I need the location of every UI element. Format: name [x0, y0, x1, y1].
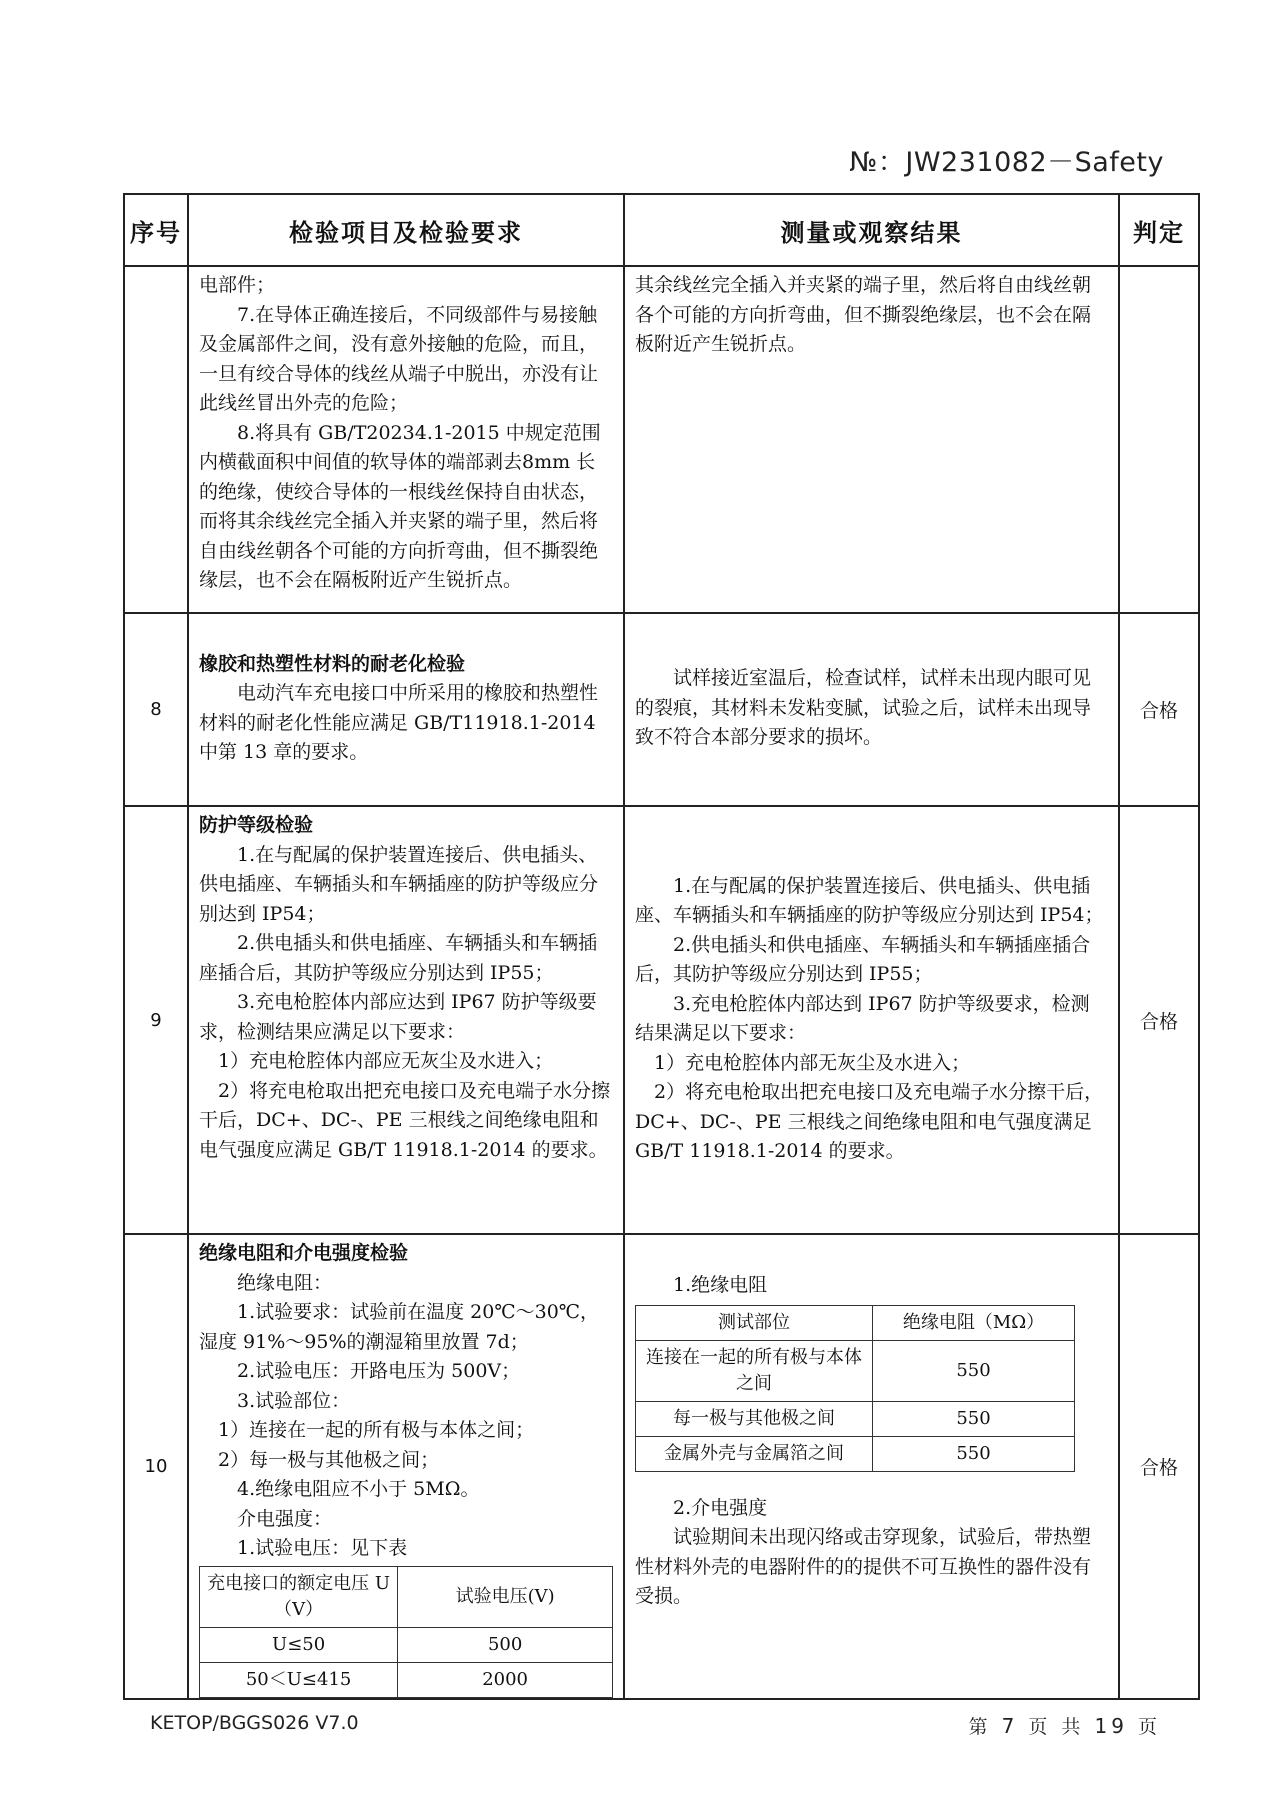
req-text: 电动汽车充电接口中所采用的橡胶和热塑性材料的耐老化性能应满足 GB/T11918.1-2014 中第 13 章的要求。	[199, 682, 599, 763]
verdict: 合格	[1119, 806, 1199, 1234]
req-text: 绝缘电阻：	[237, 1271, 333, 1294]
result-cell	[624, 1234, 1119, 1699]
result-text: 2.供电插头和供电插座、车辆插头和车辆插座插合后，其防护等级应分别达到 IP55；	[635, 933, 1091, 985]
inspection-table	[123, 193, 1200, 1700]
result-text: 其余线丝完全插入并夹紧的端子里，然后将自由线丝朝各个可能的方向折弯曲，但不撕裂绝缘层，也不会在隔板附近产生锐折点。	[635, 274, 1092, 355]
requirement-cell	[188, 266, 624, 613]
result-cell	[624, 806, 1119, 1234]
req-text: 介电强度：	[237, 1507, 333, 1530]
table-row	[636, 1340, 1075, 1401]
page-indicator	[969, 1712, 1161, 1739]
req-text: 3.充电枪腔体内部应达到 IP67 防护等级要求，检测结果应满足以下要求：	[199, 991, 597, 1043]
req-text: 1）连接在一起的所有极与本体之间；	[218, 1419, 535, 1441]
row-no-cell	[124, 266, 188, 613]
result-text: 1）充电枪腔体内部无灰尘及水进入；	[654, 1051, 971, 1074]
row-no: 9	[124, 806, 188, 1234]
requirement-cell	[188, 613, 624, 806]
req-text: 2）将充电枪取出把充电接口及充电端子水分擦干后，DC+、DC-、PE 三根线之间绝缘电阻和电气强度应满足 GB/T 11918.1-2014 的要求。	[199, 1079, 611, 1161]
req-text: 2.供电插头和供电插座、车辆插头和车辆插座插合后，其防护等级应分别达到 IP55；	[199, 932, 598, 984]
table-cell: 金属外壳与金属箔之间	[636, 1436, 873, 1471]
result-text: 试样接近室温后，检查试样，试样未出现内眼可见的裂痕，其材料未发粘变腻，试验之后，试样未出现导致不符合本部分要求的损坏。	[635, 667, 1092, 749]
table-row	[636, 1436, 1075, 1471]
table-row-continued	[124, 266, 1199, 613]
req-text: 1.试验电压：见下表	[237, 1537, 408, 1559]
row-no: 10	[124, 1234, 188, 1699]
table-cell: U≤50	[200, 1627, 398, 1662]
header-item: 检验项目及检验要求	[188, 194, 624, 266]
verdict: 合格	[1119, 1234, 1199, 1699]
insulation-resistance-table	[635, 1305, 1075, 1472]
result-cell	[624, 266, 1119, 613]
page-suffix: 页	[1137, 1716, 1161, 1738]
header-verdict: 判定	[1119, 194, 1199, 266]
result-text: 1.在与配属的保护装置连接后、供电插头、供电插座、车辆插头和车辆插座的防护等级应分别达到 IP54；	[635, 874, 1104, 926]
table-row	[200, 1627, 613, 1662]
table-header-cell: 试验电压(V)	[398, 1566, 613, 1627]
table-header-cell: 测试部位	[636, 1305, 873, 1340]
req-text: 2.试验电压：开路电压为 500V；	[237, 1360, 521, 1382]
table-cell: 500	[398, 1627, 613, 1662]
result-text: 3.充电枪腔体内部达到 IP67 防护等级要求，检测结果满足以下要求：	[635, 992, 1090, 1044]
table-row	[636, 1401, 1075, 1436]
table-row-8	[124, 613, 1199, 806]
req-text: 1.试验要求：试验前在温度 20℃～30℃，湿度 91%～95%的潮湿箱里放置 7d；	[199, 1301, 600, 1353]
table-cell: 2000	[398, 1662, 613, 1697]
item-title: 绝缘电阻和介电强度检验	[199, 1242, 409, 1264]
requirement-cell	[188, 1234, 624, 1699]
req-text: 2）每一极与其他极之间；	[218, 1448, 440, 1471]
test-voltage-table	[199, 1566, 613, 1698]
req-text: 1.在与配属的保护装置连接后、供电插头、供电插座、车辆插头和车辆插座的防护等级应分别达到 IP54；	[199, 843, 599, 925]
requirement-cell	[188, 806, 624, 1234]
req-text: 3.试验部位：	[237, 1389, 351, 1412]
page-total: 19	[1094, 1714, 1128, 1738]
table-header-row	[124, 194, 1199, 266]
table-header-cell: 绝缘电阻（MΩ）	[873, 1305, 1075, 1340]
req-text: 1）充电枪腔体内部应无灰尘及水进入；	[218, 1050, 554, 1072]
table-cell: 每一极与其他极之间	[636, 1401, 873, 1436]
document-code: KETOP/BGGS026 V7.0	[150, 1712, 359, 1734]
row-no: 8	[124, 613, 188, 806]
table-cell: 550	[873, 1401, 1075, 1436]
verdict: 合格	[1119, 613, 1199, 806]
header-result: 测量或观察结果	[624, 194, 1119, 266]
result-cell	[624, 613, 1119, 806]
verdict-cell	[1119, 266, 1199, 613]
table-row-9	[124, 806, 1199, 1234]
req-text: 7.在导体正确连接后，不同级部件与易接触及金属部件之间，没有意外接触的危险，而且，一旦有绞合导体的线丝从端子中脱出，亦没有让此线丝冒出外壳的危险；	[199, 303, 599, 414]
report-number: №：JW231082－Safety	[849, 147, 1164, 178]
table-header-cell: 充电接口的额定电压 U（V）	[200, 1566, 398, 1627]
result-subtitle: 2.介电强度	[673, 1496, 768, 1519]
page-number: 7	[1001, 1714, 1019, 1738]
header-no: 序号	[124, 194, 188, 266]
result-text: 2）将充电枪取出把充电接口及充电端子水分擦干后，DC+、DC-、PE 三根线之间绝缘电阻和电气强度满足 GB/T 11918.1-2014 的要求。	[635, 1081, 1104, 1162]
table-cell: 连接在一起的所有极与本体之间	[636, 1340, 873, 1401]
table-row	[200, 1566, 613, 1627]
req-text: 8.将具有 GB/T20234.1-2015 中规定范围内横截面积中间值的软导体的端部剥去8mm 长的绝缘，使绞合导体的一根线丝保持自由状态，而将其余线丝完全插入并夹紧的端子里，然后将自由线丝朝各个可能的方向折弯曲，但不撕裂绝缘层，也不会在隔板附近产生锐折点。	[199, 421, 601, 591]
table-cell: 50＜U≤415	[200, 1662, 398, 1697]
req-text: 电部件；	[199, 274, 276, 296]
table-row	[200, 1662, 613, 1697]
table-cell: 550	[873, 1436, 1075, 1471]
req-text: 4.绝缘电阻应不小于 5MΩ。	[237, 1478, 480, 1500]
item-title: 橡胶和热塑性材料的耐老化检验	[199, 652, 466, 675]
table-cell: 550	[873, 1340, 1075, 1401]
table-row-10	[124, 1234, 1199, 1699]
page-prefix: 第	[968, 1716, 992, 1738]
item-title: 防护等级检验	[199, 814, 314, 836]
table-row	[636, 1305, 1075, 1340]
result-text: 试验期间未出现闪络或击穿现象，试验后，带热塑性材料外壳的电器附件的的提供不可互换性的器件没有受损。	[635, 1526, 1092, 1607]
page-mid: 页 共	[1028, 1716, 1085, 1738]
result-subtitle: 1.绝缘电阻	[673, 1274, 768, 1296]
